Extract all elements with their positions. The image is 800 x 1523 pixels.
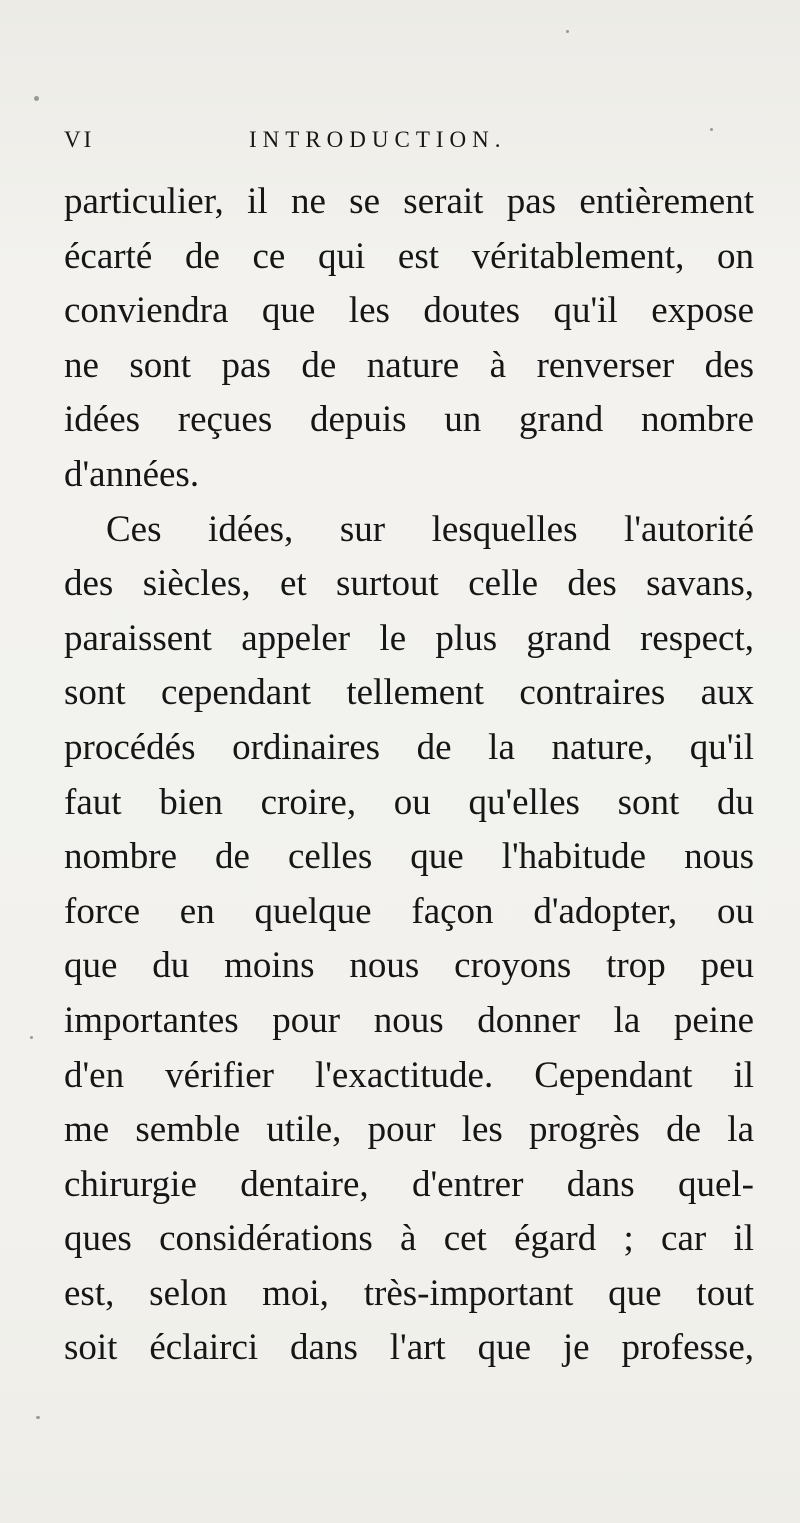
text-line: soit éclairci dans l'art que je professe,: [64, 1327, 754, 1369]
text-line: écarté de ce qui est véritablement, on: [64, 235, 754, 277]
ink-speck: [34, 96, 39, 101]
text-line: conviendra que les doutes qu'il expose: [64, 290, 754, 332]
text-line: force en quelque façon d'adopter, ou: [64, 890, 754, 932]
ink-speck: [566, 30, 569, 33]
paragraph-start-line: Ces idées, sur lesquelles l'autorité: [106, 508, 754, 550]
text-line: nombre de celles que l'habitude nous: [64, 836, 754, 878]
text-line: sont cependant tellement contraires aux: [64, 672, 754, 714]
text-line: que du moins nous croyons trop peu: [64, 945, 754, 987]
text-line: idées reçues depuis un grand nombre: [64, 399, 754, 441]
page-number: VI: [64, 127, 95, 152]
text-line: est, selon moi, très-important que tout: [64, 1272, 754, 1314]
page-header: [64, 127, 754, 161]
text-line: chirurgie dentaire, d'entrer dans quel-: [64, 1163, 754, 1205]
ink-speck: [36, 1416, 40, 1419]
text-line: particulier, il ne se serait pas entièrement: [64, 181, 754, 222]
ink-speck: [30, 1036, 33, 1039]
text-line: ques considérations à cet égard ; car il: [64, 1218, 754, 1260]
text-line: me semble utile, pour les progrès de la: [64, 1109, 754, 1151]
text-line: des siècles, et surtout celle des savans,: [64, 563, 754, 605]
body-text: [64, 175, 754, 1376]
paragraph-end-line: d'années.: [64, 453, 200, 495]
text-line: paraissent appeler le plus grand respect,: [64, 617, 754, 659]
text-line: d'en vérifier l'exactitude. Cependant il: [64, 1054, 754, 1096]
text-line: procédés ordinaires de la nature, qu'il: [64, 726, 754, 768]
text-line: ne sont pas de nature à renverser des: [64, 344, 754, 386]
running-head: INTRODUCTION.: [249, 127, 507, 152]
text-line: importantes pour nous donner la peine: [64, 999, 754, 1041]
text-line: faut bien croire, ou qu'elles sont du: [64, 781, 754, 823]
